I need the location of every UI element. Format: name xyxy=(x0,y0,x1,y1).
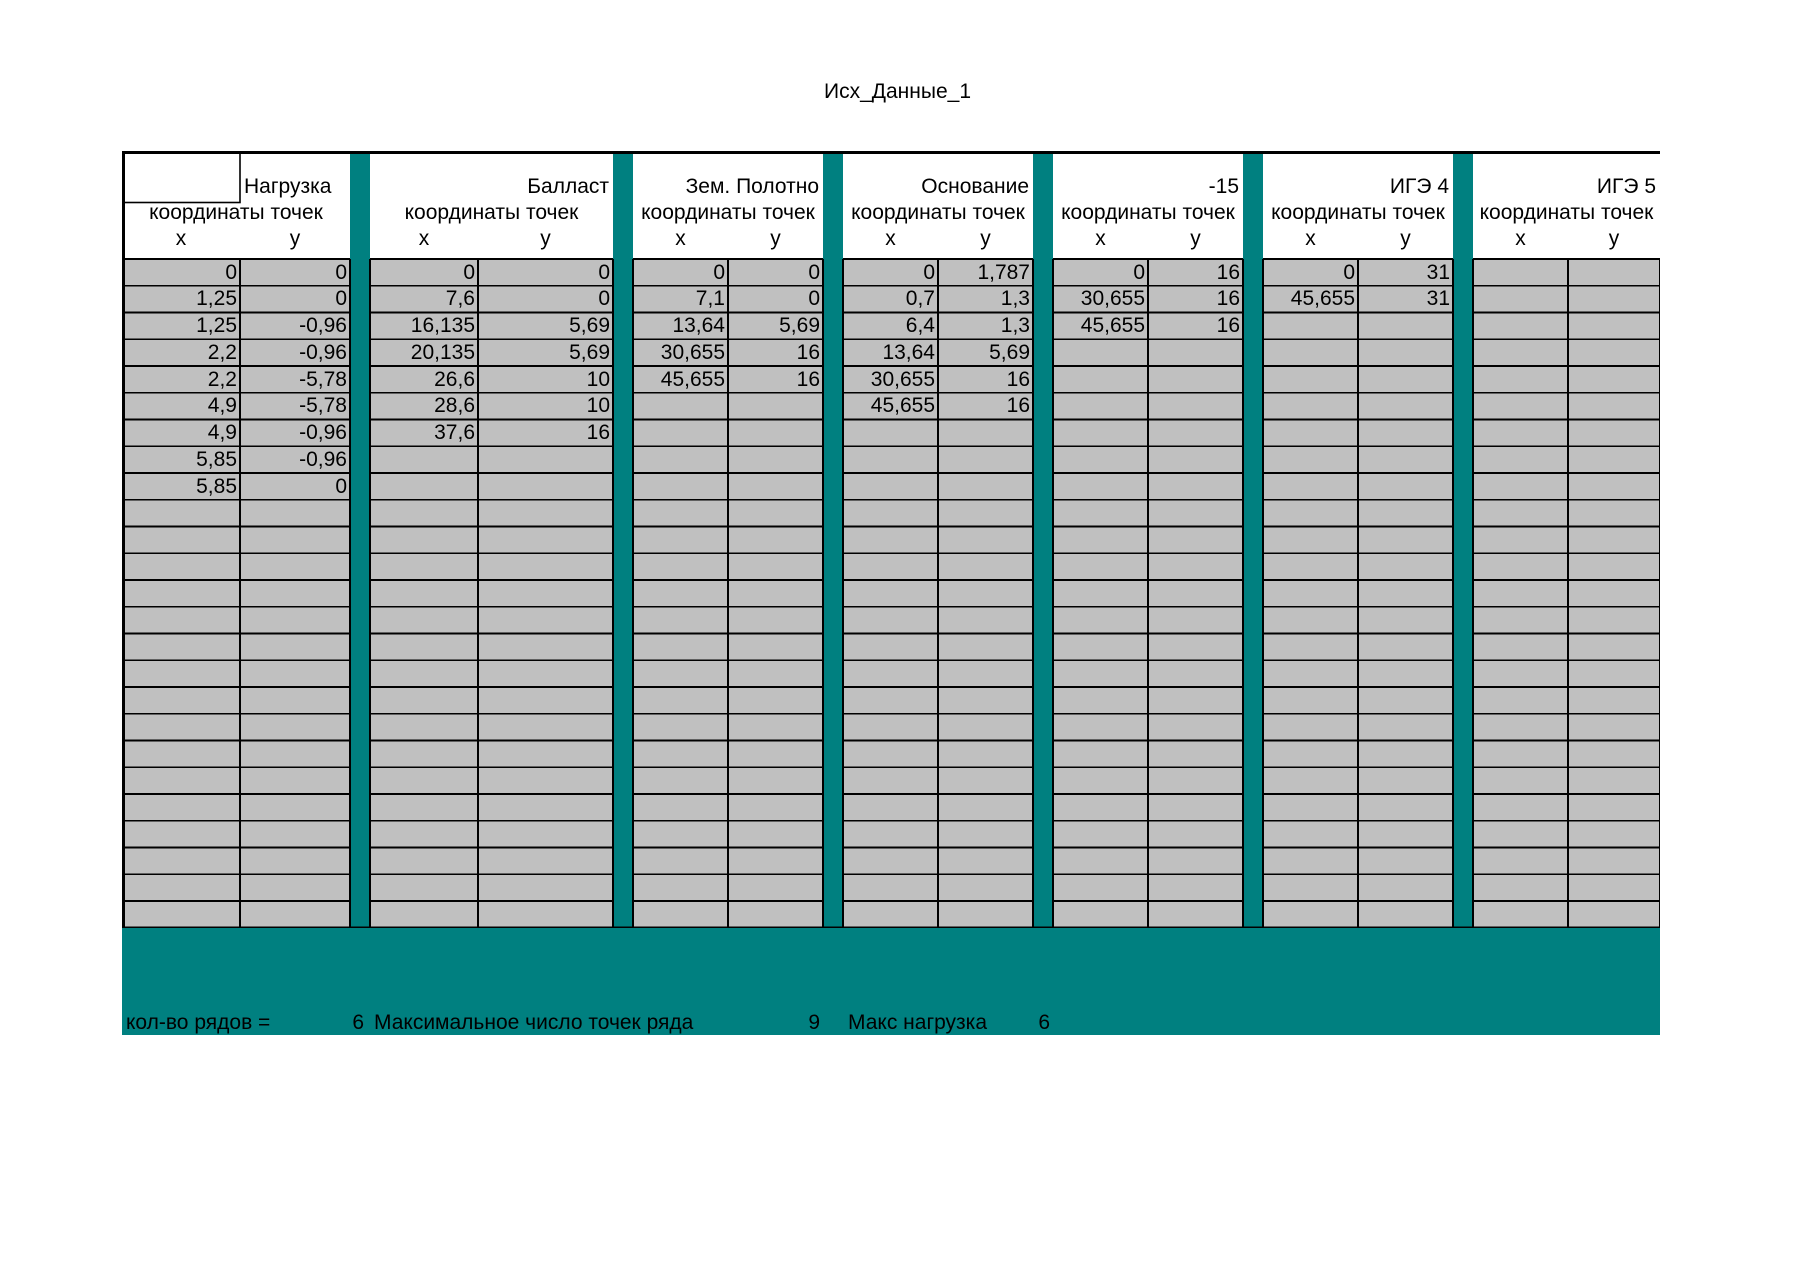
cell-x[interactable]: 1,25 xyxy=(196,287,237,311)
cell-y[interactable]: 10 xyxy=(586,367,610,391)
cell-y[interactable]: 10 xyxy=(586,394,610,418)
cell-x[interactable]: 16,135 xyxy=(410,314,475,337)
coord-label: координаты точек xyxy=(149,201,323,224)
cell-x[interactable]: 20,135 xyxy=(410,340,475,364)
cell-x[interactable]: 7,6 xyxy=(445,287,475,311)
x-label: x xyxy=(418,227,430,250)
cell-x[interactable]: 7,1 xyxy=(695,287,725,311)
cell-x[interactable]: 0 xyxy=(923,260,935,284)
cell-y[interactable]: -0,96 xyxy=(299,340,347,364)
cell-y[interactable]: 1,3 xyxy=(1000,314,1030,337)
cell-x[interactable]: 2,2 xyxy=(207,340,237,364)
cell-x[interactable]: 45,655 xyxy=(660,367,725,391)
cell-y[interactable]: 16 xyxy=(796,367,820,391)
cell-x[interactable]: 5,85 xyxy=(196,447,237,471)
cell-y[interactable]: 0 xyxy=(335,260,347,284)
group-name: Нагрузка xyxy=(244,175,332,198)
group-name: ИГЭ 5 xyxy=(1596,175,1656,198)
cell-x[interactable]: 0 xyxy=(1133,260,1145,284)
group-name: ИГЭ 4 xyxy=(1389,175,1449,198)
cell-y[interactable]: 5,69 xyxy=(989,340,1030,364)
max-points-value[interactable]: 9 xyxy=(808,1011,820,1034)
cell-y[interactable]: 1,787 xyxy=(977,260,1030,284)
cell-x[interactable]: 0 xyxy=(225,260,237,284)
cell-y[interactable]: 0 xyxy=(335,287,347,311)
cell-x[interactable]: 4,9 xyxy=(207,421,237,444)
group-separator xyxy=(613,151,633,928)
cell-y[interactable]: 1,3 xyxy=(1000,287,1030,311)
cell-y[interactable]: 16 xyxy=(1216,260,1240,284)
cell-x[interactable]: 0 xyxy=(463,260,475,284)
group-separator xyxy=(1453,151,1473,928)
cell-y[interactable]: 16 xyxy=(796,340,820,364)
cell-y[interactable]: 5,69 xyxy=(569,314,610,337)
cell-y[interactable]: 0 xyxy=(598,287,610,311)
cell-y[interactable]: 0 xyxy=(808,287,820,311)
cell-y[interactable]: 0 xyxy=(335,474,347,498)
y-label: y xyxy=(770,227,781,250)
cell-x[interactable]: 13,64 xyxy=(672,314,725,337)
rows-count-label: кол-во рядов = xyxy=(126,1011,271,1034)
group-separator xyxy=(823,151,843,928)
cell-x[interactable]: 0 xyxy=(713,260,725,284)
cell-y[interactable]: -0,96 xyxy=(299,421,347,444)
x-label: x xyxy=(1515,227,1526,250)
data-sheet xyxy=(122,151,1660,927)
cell-y[interactable]: 5,69 xyxy=(779,314,820,337)
cell-x[interactable]: 5,85 xyxy=(196,474,237,498)
cell-x[interactable]: 0,7 xyxy=(905,287,935,311)
x-label: x xyxy=(1095,227,1106,250)
max-load-label: Макс нагрузка xyxy=(848,1011,988,1034)
cell-x[interactable]: 45,655 xyxy=(870,394,935,418)
rows-count-value[interactable]: 6 xyxy=(352,1011,364,1034)
y-label: y xyxy=(1608,227,1620,250)
cell-y[interactable]: 16 xyxy=(586,421,610,444)
x-label: x xyxy=(675,227,686,250)
coord-label: координаты точек xyxy=(1271,201,1445,224)
cell-y[interactable]: 5,69 xyxy=(569,340,610,364)
corner-box xyxy=(124,153,241,203)
coord-label: координаты точек xyxy=(1479,201,1654,224)
cell-x[interactable]: 1,25 xyxy=(196,314,237,337)
cell-x[interactable]: 37,6 xyxy=(434,421,475,444)
sheet-title: Исх_Данные_1 xyxy=(824,80,971,103)
group-name: Балласт xyxy=(527,175,609,198)
cell-y[interactable]: 31 xyxy=(1426,287,1450,311)
y-label: y xyxy=(1190,227,1201,250)
cell-y[interactable]: -0,96 xyxy=(299,447,347,471)
group-separator xyxy=(1243,151,1263,928)
coord-label: координаты точек xyxy=(641,201,815,224)
cell-x[interactable]: 28,6 xyxy=(434,394,475,418)
max-load-value[interactable]: 6 xyxy=(1038,1011,1050,1034)
cell-x[interactable]: 2,2 xyxy=(207,367,237,391)
cell-x[interactable]: 6,4 xyxy=(905,314,935,337)
cell-x[interactable]: 30,655 xyxy=(1080,287,1145,311)
cell-x[interactable]: 30,655 xyxy=(660,340,725,364)
cell-y[interactable]: -5,78 xyxy=(299,394,347,418)
cell-x[interactable]: 0 xyxy=(1343,260,1355,284)
cell-y[interactable]: 0 xyxy=(808,260,820,284)
cell-x[interactable]: 45,655 xyxy=(1080,314,1145,337)
y-label: y xyxy=(540,227,551,250)
cell-y[interactable]: 31 xyxy=(1426,260,1450,284)
max-points-label: Максимальное число точек ряда xyxy=(374,1011,694,1034)
group-separator xyxy=(1033,151,1053,928)
cell-x[interactable]: 30,655 xyxy=(870,367,935,391)
cell-x[interactable]: 13,64 xyxy=(882,340,935,364)
x-label: x xyxy=(1305,227,1316,250)
group-name: Зем. Полотно xyxy=(685,175,819,198)
cell-y[interactable]: 0 xyxy=(598,260,610,284)
group-name: -15 xyxy=(1208,175,1239,198)
cell-y[interactable]: 16 xyxy=(1006,367,1030,391)
cell-y[interactable]: -5,78 xyxy=(299,367,347,391)
y-label: y xyxy=(289,227,301,250)
group-separator xyxy=(350,151,370,928)
group-name: Основание xyxy=(921,175,1029,198)
cell-area-bg xyxy=(1473,259,1660,928)
x-label: x xyxy=(885,227,896,250)
cell-y[interactable]: 16 xyxy=(1006,394,1030,418)
coord-label: координаты точек xyxy=(1061,201,1235,224)
cell-y[interactable]: 16 xyxy=(1216,314,1240,337)
coord-label: координаты точек xyxy=(404,201,579,224)
x-label: x xyxy=(175,227,187,250)
y-label: y xyxy=(1400,227,1411,250)
cell-x[interactable]: 26,6 xyxy=(434,367,475,391)
cell-y[interactable]: -0,96 xyxy=(299,314,347,337)
cell-y[interactable]: 16 xyxy=(1216,287,1240,311)
y-label: y xyxy=(980,227,991,250)
coord-label: координаты точек xyxy=(851,201,1025,224)
cell-x[interactable]: 45,655 xyxy=(1290,287,1355,311)
cell-x[interactable]: 4,9 xyxy=(207,394,237,418)
